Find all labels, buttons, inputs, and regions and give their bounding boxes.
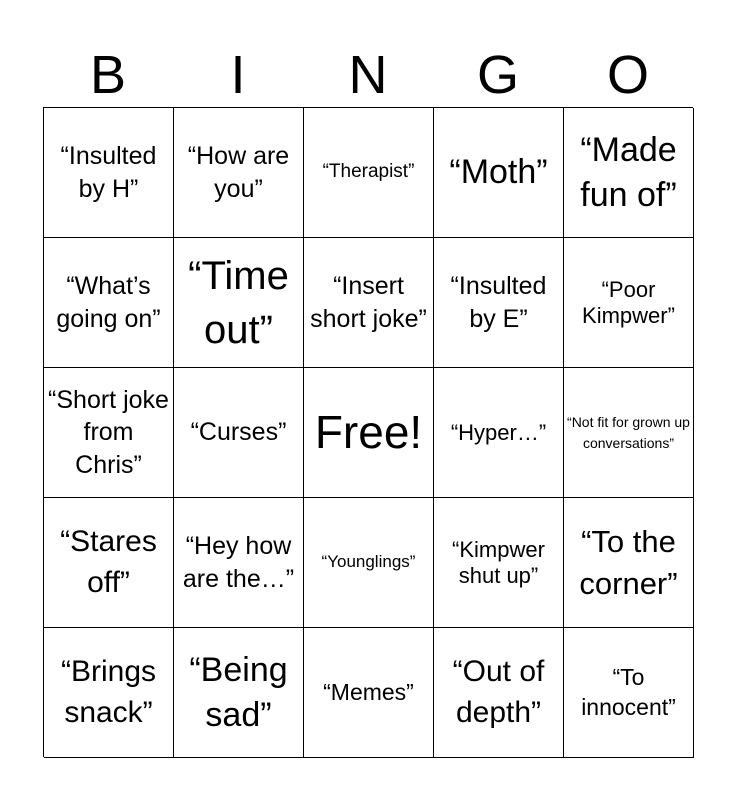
header-letter-g: G [476, 45, 519, 105]
cell-text: “Kimpwer shut up” [452, 536, 545, 588]
cell-text: “How are you” [187, 142, 290, 203]
header-letter-o: O [606, 45, 649, 105]
cell-text: “Insert short joke” [310, 272, 427, 333]
cell-text: “Hyper…” [450, 419, 547, 445]
cell-text: “Therapist” [322, 161, 415, 183]
bingo-cell[interactable] [174, 628, 304, 758]
header-letter-n: N [348, 45, 388, 105]
header-letter-b: B [89, 45, 127, 105]
cell-text: “Moth” [449, 153, 548, 192]
bingo-cell[interactable] [304, 628, 434, 758]
bingo-cell[interactable] [434, 628, 564, 758]
cell-text: “What’s going on” [56, 272, 161, 333]
bingo-cell[interactable] [564, 108, 694, 238]
bingo-cell[interactable] [304, 498, 434, 628]
bingo-header [43, 40, 693, 106]
cell-text: “To the corner” [579, 523, 678, 601]
bingo-cell[interactable] [304, 238, 434, 368]
cell-text: “Not fit for grown up conversations” [567, 414, 690, 451]
free-space-cell[interactable] [304, 368, 434, 498]
bingo-cell[interactable] [564, 628, 694, 758]
cell-text: “Younglings” [321, 552, 416, 572]
cell-text: “Curses” [190, 418, 287, 447]
bingo-cell[interactable] [44, 368, 174, 498]
cell-text: “Insulted by H” [60, 142, 157, 203]
bingo-cell[interactable] [304, 108, 434, 238]
bingo-cell[interactable] [434, 238, 564, 368]
bingo-cell[interactable] [564, 498, 694, 628]
cell-text: “Out of depth” [452, 655, 545, 729]
cell-text: “Insulted by E” [450, 272, 547, 333]
bingo-cell[interactable] [564, 238, 694, 368]
bingo-cell[interactable] [174, 368, 304, 498]
bingo-cell[interactable] [44, 628, 174, 758]
cell-text: “To innocent” [581, 663, 676, 720]
cell-text: “Time out” [188, 253, 289, 352]
bingo-cell[interactable] [564, 368, 694, 498]
cell-text: “Hey how are the…” [182, 532, 295, 593]
cell-text: “Memes” [323, 678, 414, 705]
bingo-cell[interactable] [44, 108, 174, 238]
cell-text: “Made fun of” [580, 131, 677, 214]
cell-text: “Brings snack” [60, 655, 157, 729]
bingo-cell[interactable] [174, 238, 304, 368]
bingo-cell[interactable] [174, 498, 304, 628]
bingo-cell[interactable] [44, 498, 174, 628]
bingo-cell[interactable] [174, 108, 304, 238]
cell-text: Free! [314, 406, 423, 459]
header-letter-i: I [230, 45, 246, 105]
bingo-cell[interactable] [434, 108, 564, 238]
cell-text: “Stares off” [60, 525, 157, 599]
bingo-cell[interactable] [44, 238, 174, 368]
cell-text: “Being sad” [189, 651, 288, 734]
cell-text: “Short joke from Chris” [48, 385, 169, 479]
cell-text: “Poor Kimpwer” [582, 276, 675, 328]
bingo-cell[interactable] [434, 498, 564, 628]
bingo-cell[interactable] [434, 368, 564, 498]
bingo-board [43, 107, 693, 757]
